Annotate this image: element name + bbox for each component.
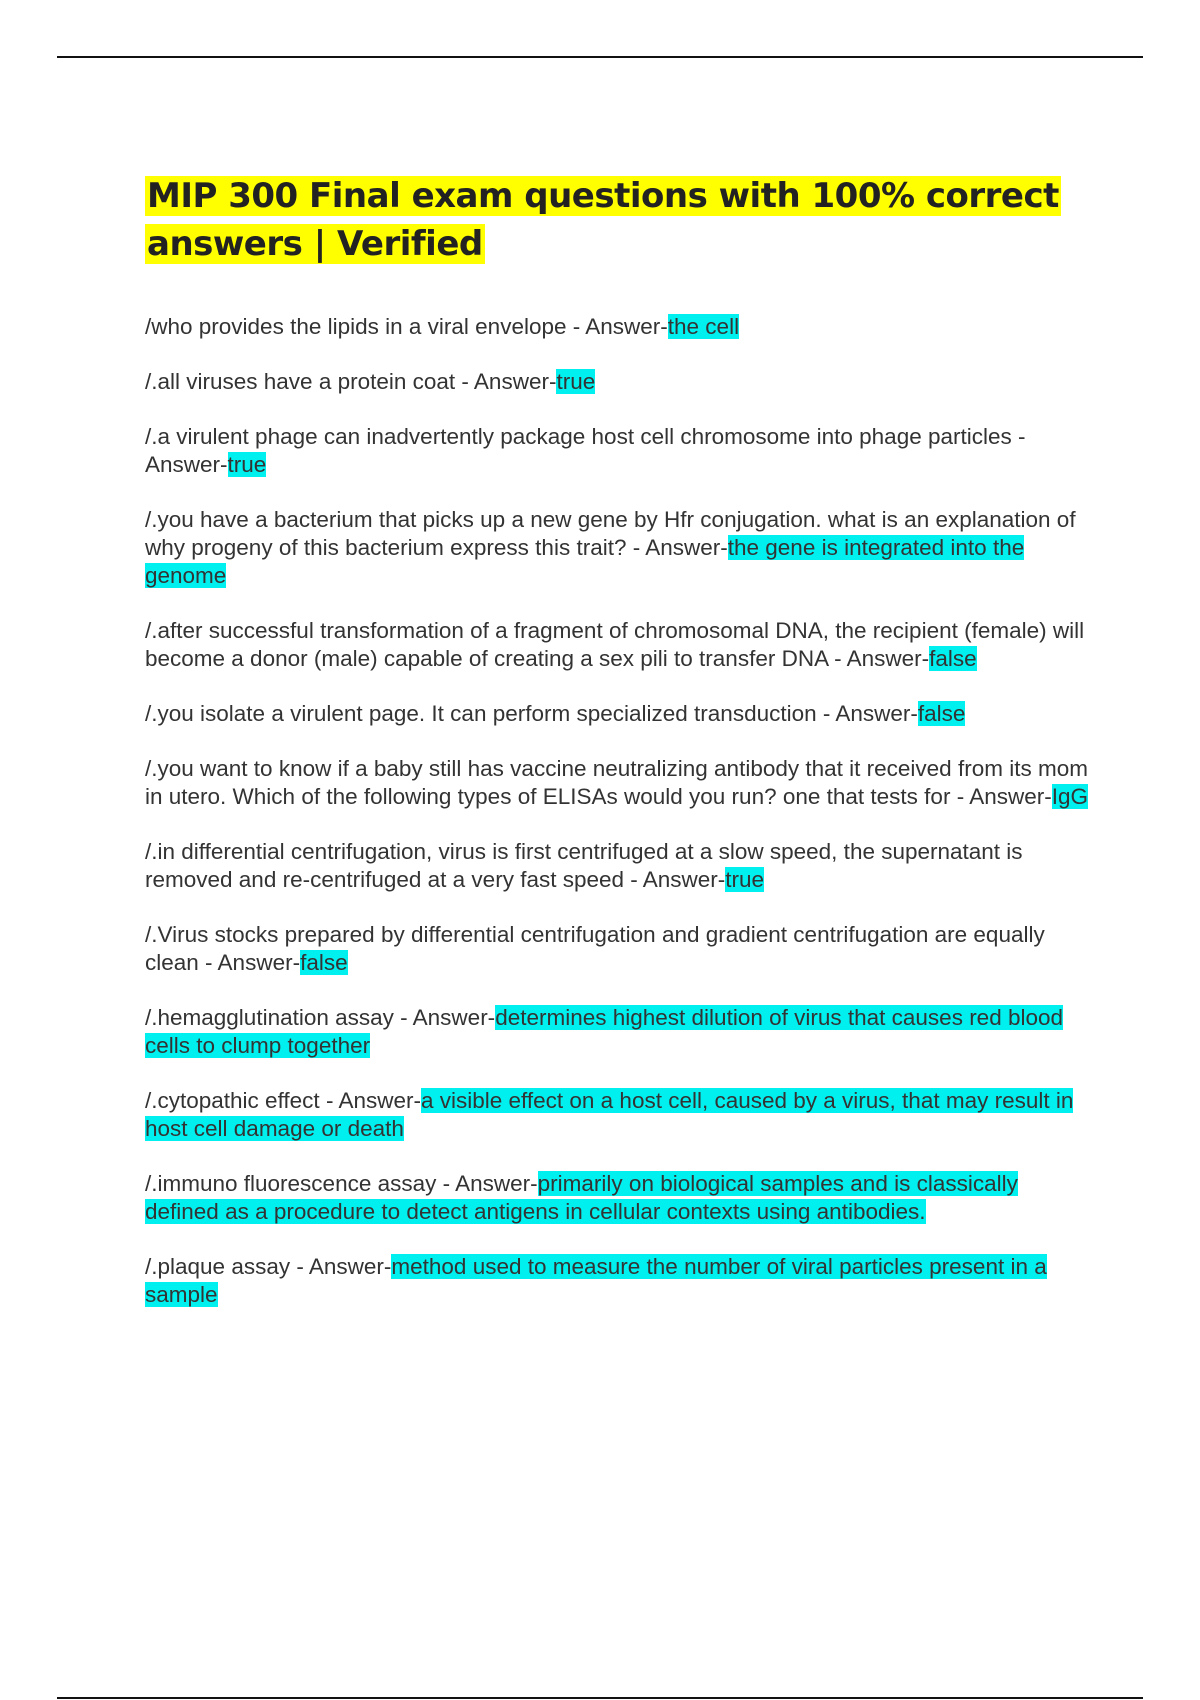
answer-highlight: the cell bbox=[667, 314, 740, 339]
qa-item bbox=[145, 313, 1090, 341]
qa-item bbox=[145, 617, 1090, 673]
answer-prefix: - Answer- bbox=[566, 314, 668, 339]
qa-item bbox=[145, 1253, 1090, 1309]
question-text: /.immuno fluorescence assay bbox=[145, 1171, 437, 1196]
document-title bbox=[145, 172, 1090, 268]
question-text: /.in differential centrifugation, virus is first centrifuged at a slow speed, the supernatant is removed and re-centrifuged at a very fast speed bbox=[145, 839, 1023, 892]
answer-prefix: - Answer- bbox=[436, 1171, 538, 1196]
answer-prefix: - Answer- bbox=[950, 784, 1052, 809]
qa-item bbox=[145, 423, 1090, 479]
qa-item bbox=[145, 755, 1090, 811]
answer-prefix: - Answer- bbox=[626, 535, 728, 560]
question-text: /.cytopathic effect bbox=[145, 1088, 320, 1113]
answer-prefix: - Answer- bbox=[827, 646, 930, 671]
question-text: /.a virulent phage can inadvertently package host cell chromosome into phage particles bbox=[145, 424, 1012, 449]
qa-item bbox=[145, 506, 1090, 590]
answer-highlight: determines highest dilution of virus that causes red blood cells to clump together bbox=[145, 1005, 1064, 1058]
question-text: /.you want to know if a baby still has vaccine neutralizing antibody that it received from its mom in utero. Which of the following types of ELISAs would you run? one that tests for bbox=[145, 756, 1088, 809]
answer-highlight: a visible effect on a host cell, caused by a virus, that may result in host cell damage or death bbox=[145, 1088, 1074, 1141]
qa-item bbox=[145, 838, 1090, 894]
qa-item bbox=[145, 921, 1090, 977]
answer-highlight: false bbox=[929, 646, 977, 671]
qa-item bbox=[145, 700, 1090, 728]
title-highlight: MIP 300 Final exam questions with 100% correct answers | Verified bbox=[147, 176, 1059, 264]
answer-highlight: false bbox=[917, 701, 966, 726]
answer-highlight: primarily on biological samples and is classically defined as a procedure to detect antigens in cellular contexts using antibodies. bbox=[145, 1171, 1018, 1224]
question-text: /.you have a bacterium that picks up a new gene by Hfr conjugation. what is an explanation of why progeny of this bacterium express this trait? bbox=[145, 507, 1076, 560]
question-text: /.you isolate a virulent page. It can perform specialized transduction bbox=[145, 701, 817, 726]
qa-item bbox=[145, 1004, 1090, 1060]
answer-highlight: method used to measure the number of viral particles present in a sample bbox=[145, 1254, 1047, 1307]
answer-prefix: - Answer- bbox=[816, 701, 918, 726]
qa-item bbox=[145, 1087, 1090, 1143]
bottom-divider bbox=[57, 1697, 1143, 1699]
question-text: /.Virus stocks prepared by differential centrifugation and gradient centrifugation are equally clean bbox=[145, 922, 1045, 975]
answer-prefix: - Answer- bbox=[198, 950, 301, 975]
question-text: /.hemagglutination assay bbox=[145, 1005, 394, 1030]
document-body bbox=[145, 172, 1090, 1336]
top-divider bbox=[57, 56, 1143, 58]
answer-prefix: - Answer- bbox=[145, 424, 1026, 477]
answer-highlight: the gene is integrated into the genome bbox=[145, 535, 1025, 588]
answer-prefix: - Answer- bbox=[290, 1254, 392, 1279]
qa-item bbox=[145, 368, 1090, 396]
answer-highlight: true bbox=[725, 867, 765, 892]
answer-highlight: false bbox=[300, 950, 348, 975]
question-text: /.all viruses have a protein coat bbox=[145, 369, 456, 394]
answer-highlight: true bbox=[556, 369, 596, 394]
answer-highlight: IgG bbox=[1051, 784, 1089, 809]
question-text: /who provides the lipids in a viral envelope bbox=[145, 314, 567, 339]
answer-highlight: true bbox=[227, 452, 267, 477]
qa-item bbox=[145, 1170, 1090, 1226]
answer-prefix: - Answer- bbox=[393, 1005, 496, 1030]
answer-prefix: - Answer- bbox=[624, 867, 726, 892]
qa-list bbox=[145, 313, 1090, 1309]
question-text: /.plaque assay bbox=[145, 1254, 291, 1279]
answer-prefix: - Answer- bbox=[319, 1088, 421, 1113]
question-text: /.after successful transformation of a fragment of chromosomal DNA, the recipient (female) will become a donor (male) capable of creating a sex pili to transfer DNA bbox=[145, 618, 1085, 671]
answer-prefix: - Answer- bbox=[455, 369, 557, 394]
